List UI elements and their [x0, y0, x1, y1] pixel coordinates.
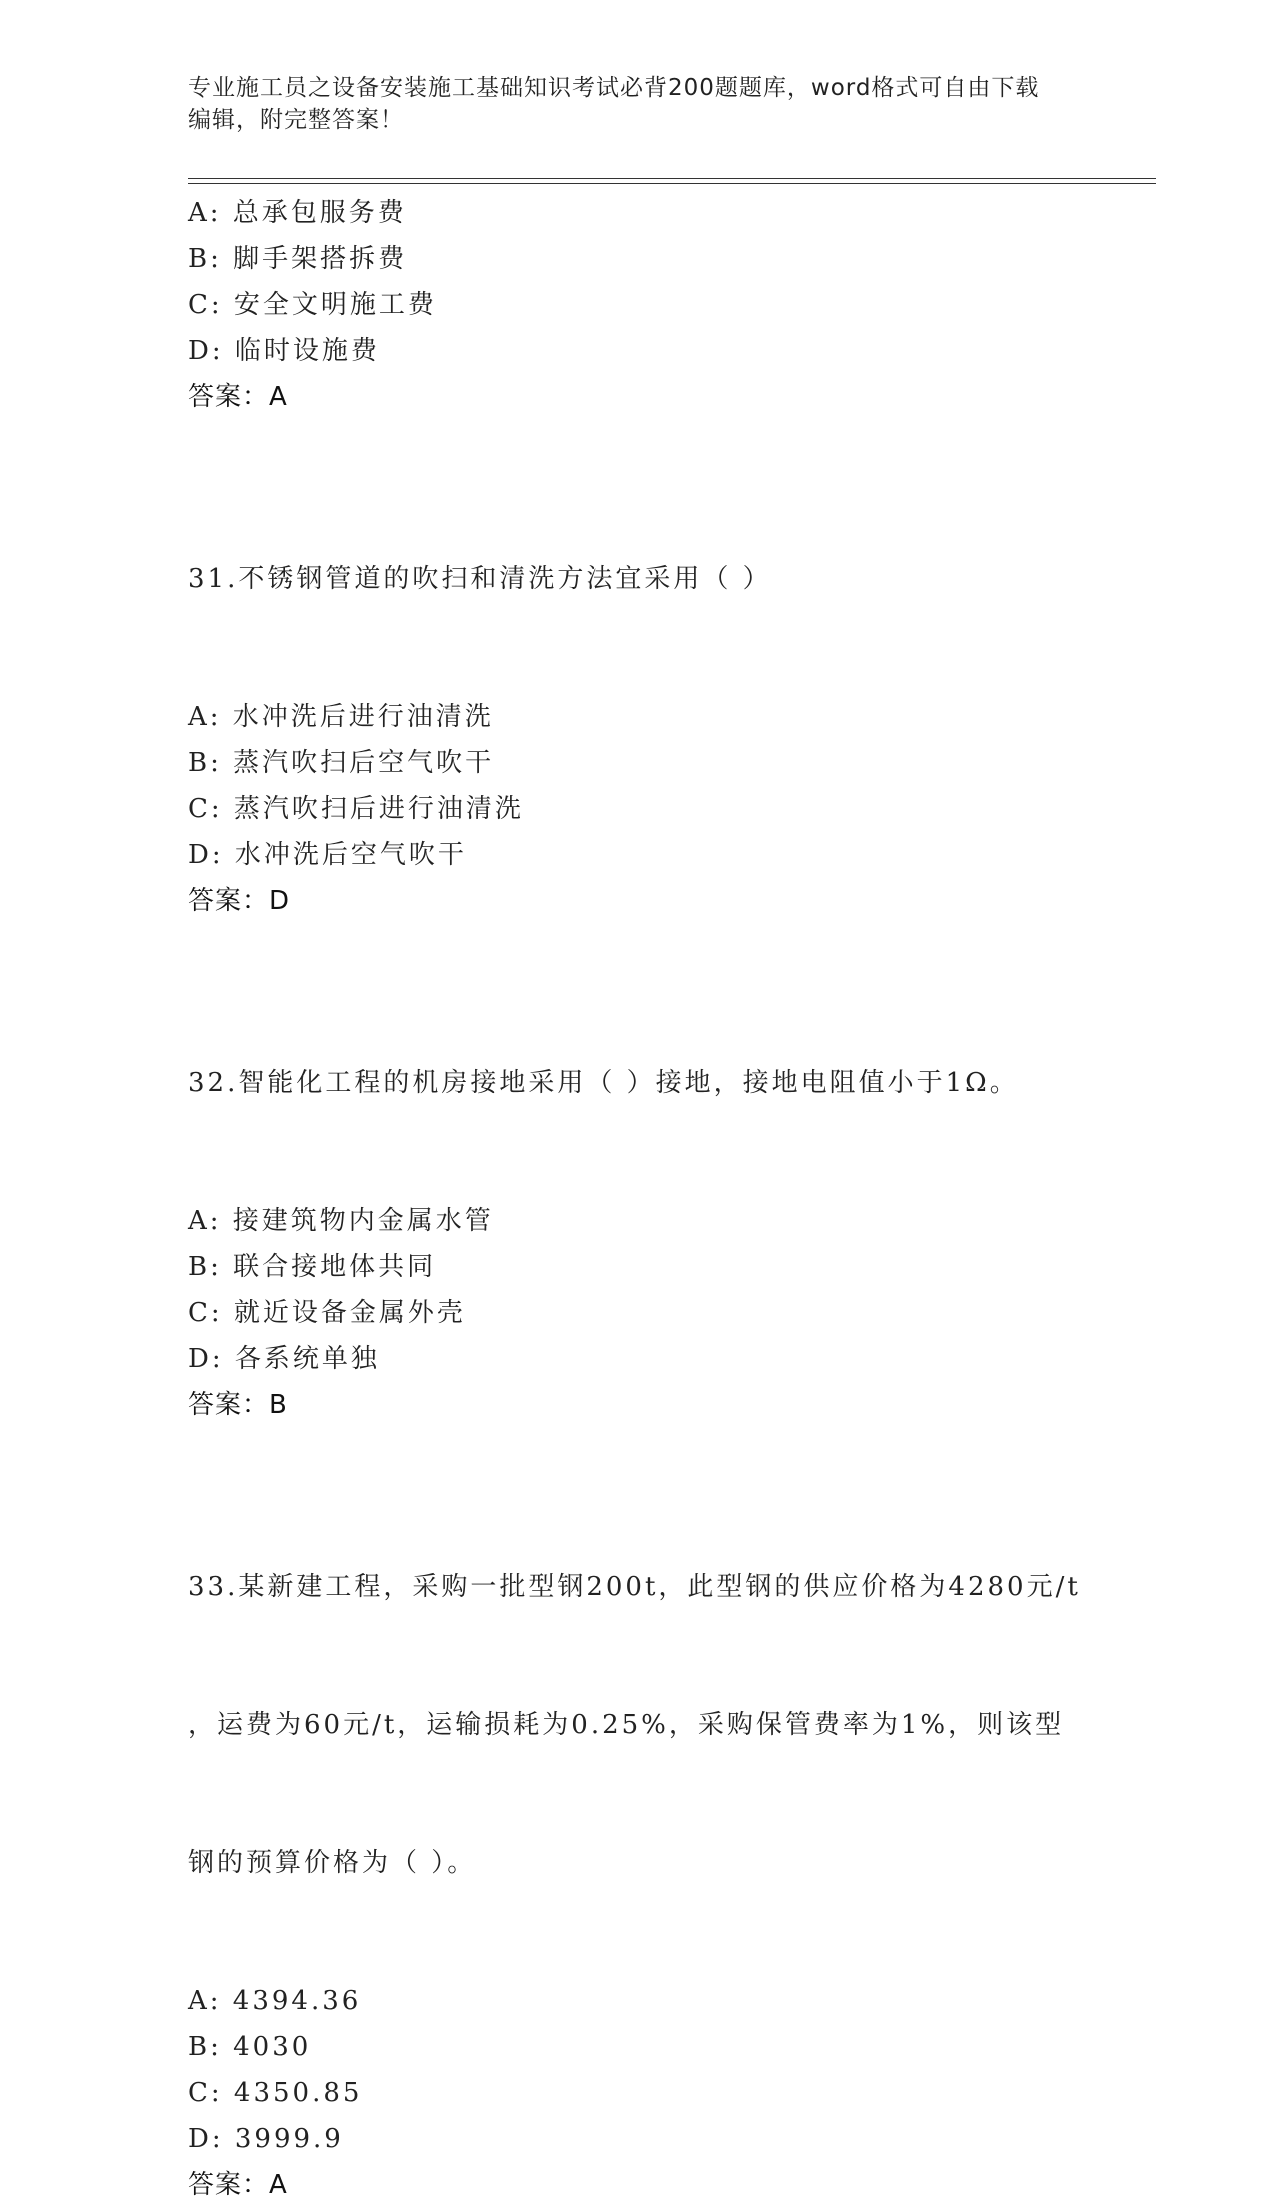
stem-line: ，运费为60元/t，运输损耗为0.25%，采购保管费率为1%，则该型	[188, 1710, 1065, 1740]
option-d: D: 各系统单独	[188, 1344, 380, 1374]
option-a: A: 接建筑物内金属水管	[188, 1206, 494, 1236]
option-b: B: 脚手架搭拆费	[188, 244, 408, 274]
answer: 答案：D	[188, 886, 291, 916]
header-divider-bottom	[188, 183, 1156, 184]
document-header	[188, 72, 1088, 136]
question-32	[188, 968, 1088, 1428]
option-a: A: 4394.36	[188, 1986, 362, 2016]
header-divider-top	[188, 178, 1156, 179]
option-a: A: 总承包服务费	[188, 198, 407, 228]
question-31	[188, 464, 1088, 924]
option-a: A: 水冲洗后进行油清洗	[188, 702, 494, 732]
stem-line: 32.智能化工程的机房接地采用（ ）接地，接地电阻值小于1Ω。	[188, 1068, 1019, 1098]
option-d: D: 临时设施费	[188, 336, 380, 366]
question-list	[188, 190, 1088, 2208]
question-stem	[188, 464, 1088, 694]
answer: 答案：A	[188, 382, 288, 412]
stem-line: 钢的预算价格为（ ）。	[188, 1848, 477, 1878]
option-c: C: 安全文明施工费	[188, 290, 437, 320]
question-stem	[188, 968, 1088, 1198]
option-d: D: 水冲洗后空气吹干	[188, 840, 467, 870]
question-30-continued	[188, 190, 1088, 420]
answer: 答案：B	[188, 1390, 288, 1420]
stem-line: 33.某新建工程，采购一批型钢200t，此型钢的供应价格为4280元/t	[188, 1572, 1081, 1602]
header-line-2: 编辑，附完整答案！	[188, 107, 404, 133]
stem-line: 31.不锈钢管道的吹扫和清洗方法宜采用（ ）	[188, 564, 772, 594]
answer: 答案：A	[188, 2170, 288, 2200]
option-b: B: 联合接地体共同	[188, 1252, 437, 1282]
option-c: C: 就近设备金属外壳	[188, 1298, 466, 1328]
option-c: C: 蒸汽吹扫后进行油清洗	[188, 794, 524, 824]
option-c: C: 4350.85	[188, 2078, 363, 2108]
question-33	[188, 1472, 1088, 2208]
option-b: B: 蒸汽吹扫后空气吹干	[188, 748, 495, 778]
header-line-1: 专业施工员之设备安装施工基础知识考试必背200题题库，word格式可自由下载	[188, 75, 1040, 101]
option-b: B: 4030	[188, 2032, 312, 2062]
option-d: D: 3999.9	[188, 2124, 344, 2154]
question-stem	[188, 1472, 1088, 1978]
